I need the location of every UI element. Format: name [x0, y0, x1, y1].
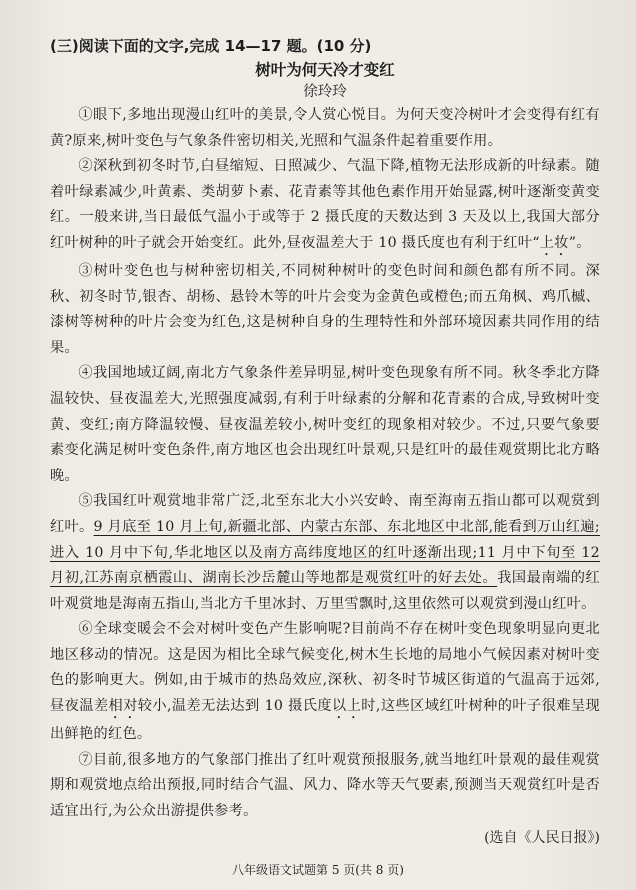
paragraph-5-text-a: ⑤我国红叶观赏地非常广泛,北至东北大小兴安岭、南至海南五指山都可以观赏到红叶。 — [50, 493, 600, 535]
paragraph-5-text-b: 我国最南端的红叶观赏地是海南五指山,当北方千里冰封、万里雪飘时,这里依然可以观赏到漫山红叶。 — [50, 570, 601, 612]
paragraph-5 — [50, 489, 600, 617]
paragraph-2-text-a: ②深秋到初冬时节,白昼缩短、日照减少、气温下降,植物无法形成新的叶绿素。随着叶绿素减少,叶黄素、类胡萝卜素、花青素等其他色素作用开始显露,树叶逐渐变黄变红。一般来讲,当日最低气温小于或等于 2 摄氏度的天数达到 3 天及以上,我国大部分红叶树种的叶子就会开始变红。此外,昼夜温差大于 10 摄氏度也有利于红叶“ — [50, 158, 600, 251]
section-header: (三)阅读下面的文字,完成 14—17 题。(10 分) — [50, 37, 372, 55]
paragraph-6-text-c: 时,这些区域红叶树种的叶子很难呈现出鲜艳的红色。 — [50, 698, 600, 743]
paragraph-1: ①眼下,多地出现漫山红叶的美景,令人赏心悦目。为何天变冷树叶才会变得有红有黄?原来,树叶变色与气象条件密切相关,光照和气温条件起着重要作用。 — [50, 107, 600, 149]
article-source: (选自《人民日报》) — [484, 830, 600, 847]
paragraph-6-text-a: ⑥全球变暖会不会对树叶变色产生影响呢?目前尚不存在树叶变色现象明显向更北地区移动的情况。这是因为相比全球气候变化,树木生长地的局地小气候因素对树叶变色的影响更大。例如,由于城市的热岛效应,深秋、初冬时节城区街道的气温高于远郊,昼夜温差 — [50, 621, 600, 715]
paragraph-7: ⑦目前,很多地方的气象部门推出了红叶观赏预报服务,就当地红叶景观的最佳观赏期和观赏地点给出预报,同时结合气温、风力、降水等天气要素,预测当天观赏红叶是否适宜出行,为公众出游提供参考。 — [50, 751, 600, 819]
paragraph-3: ③树叶变色也与树种密切相关,不同树种树叶的变色时间和颜色都有所不同。深秋、初冬时节,银杏、胡杨、悬铃木等的叶片会变为金黄色或橙色;而五角枫、鸡爪槭、漆树等树种的叶片会变为红色,这是树种自身的生理特性和外部环境因素共同作用的结果。 — [50, 262, 600, 356]
paragraph-6-text-b: 较小,温差无法达到 10 摄氏度 — [137, 698, 333, 715]
paragraph-2 — [50, 154, 600, 259]
article-author: 徐玲玲 — [303, 84, 347, 100]
paragraph-6 — [50, 617, 600, 747]
article-title: 树叶为何天冷才变红 — [255, 61, 395, 79]
underlined-sentence: 9 月底至 10 月上旬,新疆北部、内蒙古东部、东北地区中北部,能看到万山红遍;进入 10 月中下旬,华北地区以及南方高纬度地区的红叶逐渐出现;11 月中下旬至 12 月初,江苏南京栖霞山、湖南长沙岳麓山等地都是观赏红叶的好去处。 — [50, 518, 600, 587]
emphasized-word-shangzhuang: 上妆 — [539, 234, 569, 251]
emphasized-word-xiangdui: 相对 — [108, 698, 138, 715]
paragraph-4: ④我国地域辽阔,南北方气象条件差异明显,树叶变色现象有所不同。秋冬季北方降温较快、昼夜温差大,光照强度减弱,有利于叶绿素的分解和花青素的合成,导致树叶变黄、变红;南方降温较慢、昼夜温差较小,树叶变红的现象相对较少。不过,只要气象要素变化满足树叶变色条件,南方地区也会出现红叶景观,只是红叶的最佳观赏期比北方略晚。 — [50, 365, 600, 484]
paragraph-2-text-b: ”。 — [568, 234, 591, 251]
emphasized-word-yishang: 以上 — [332, 698, 362, 715]
page-footer: 八年级语文试题第 5 页(共 8 页) — [232, 863, 404, 877]
